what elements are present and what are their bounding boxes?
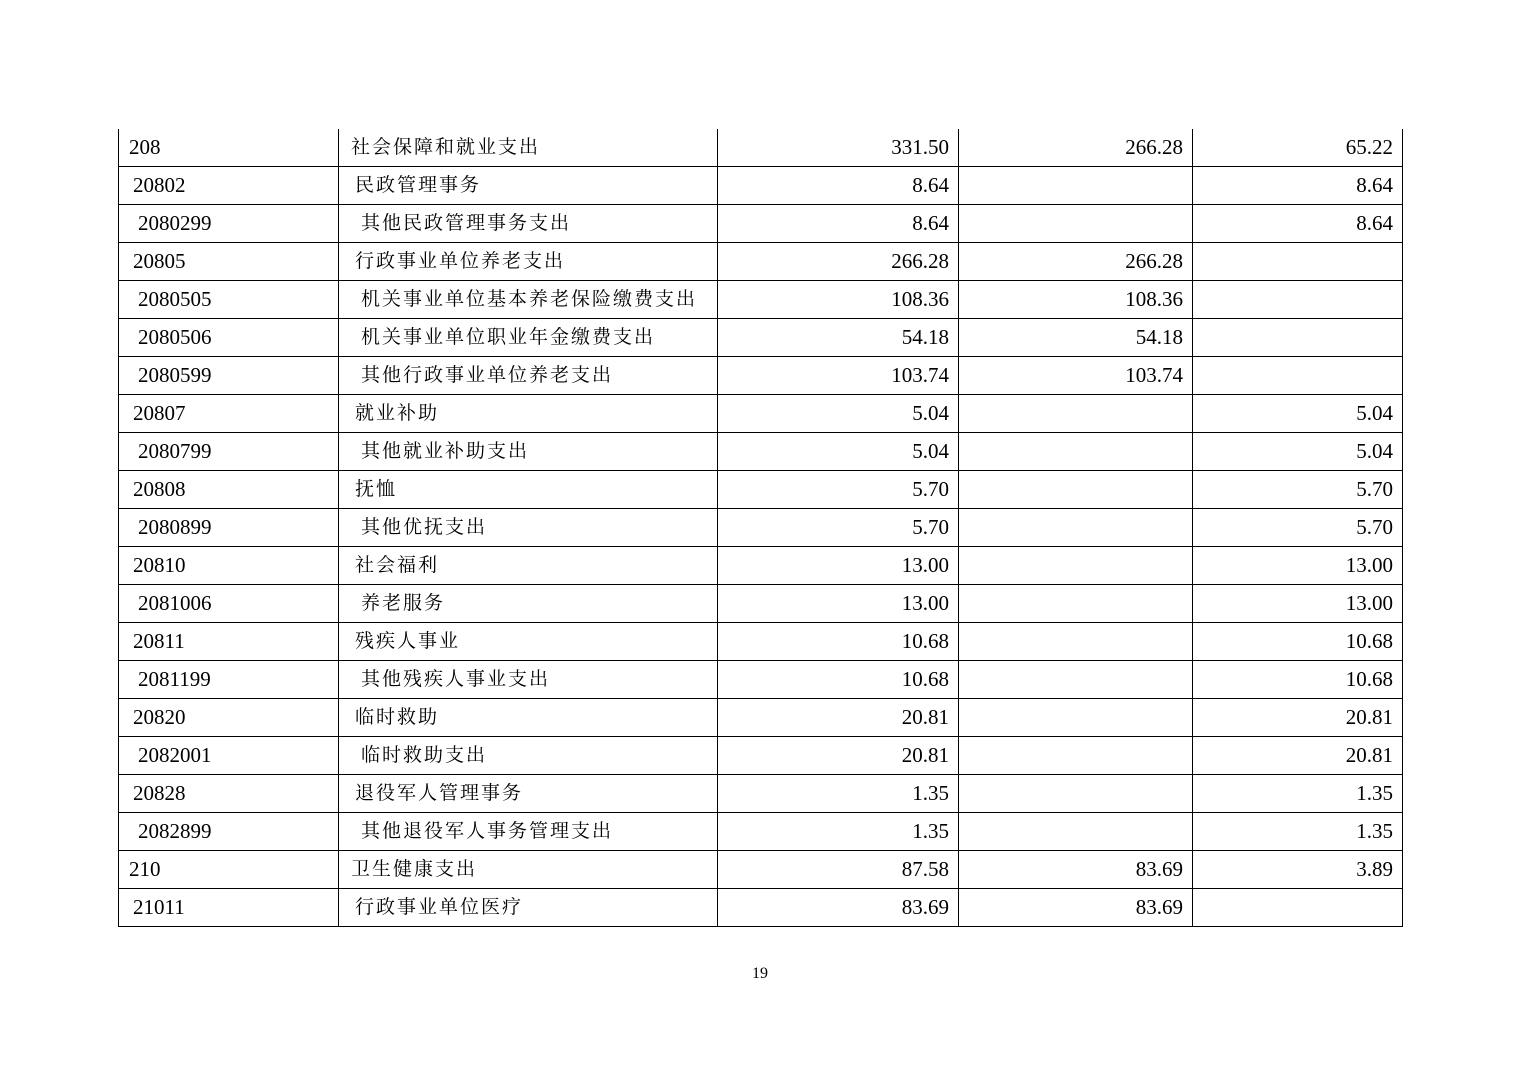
- table-row: [119, 547, 1403, 585]
- table-row: [119, 623, 1403, 661]
- account-code-cell: 20820: [119, 699, 339, 737]
- account-name-cell: 社会保障和就业支出: [339, 129, 718, 167]
- account-name-cell: 临时救助: [339, 699, 718, 737]
- basic-expenditure-cell: [959, 167, 1193, 205]
- table-row: [119, 281, 1403, 319]
- account-code-cell: 2080506: [119, 319, 339, 357]
- table-row: [119, 585, 1403, 623]
- account-code-cell: 2080899: [119, 509, 339, 547]
- account-code-cell: 2080505: [119, 281, 339, 319]
- basic-expenditure-cell: 108.36: [959, 281, 1193, 319]
- expenditure-table: [118, 129, 1403, 927]
- basic-expenditure-cell: [959, 585, 1193, 623]
- account-code-cell: 2080799: [119, 433, 339, 471]
- total-amount-cell: 54.18: [718, 319, 959, 357]
- account-code-cell: 21011: [119, 889, 339, 927]
- account-name-cell: 其他残疾人事业支出: [339, 661, 718, 699]
- project-expenditure-cell: 1.35: [1193, 775, 1403, 813]
- table-row: [119, 319, 1403, 357]
- table-row: [119, 395, 1403, 433]
- account-code-cell: 20807: [119, 395, 339, 433]
- basic-expenditure-cell: [959, 433, 1193, 471]
- basic-expenditure-cell: [959, 813, 1193, 851]
- account-name-cell: 其他退役军人事务管理支出: [339, 813, 718, 851]
- account-code-cell: 208: [119, 129, 339, 167]
- table-row: [119, 433, 1403, 471]
- project-expenditure-cell: 13.00: [1193, 547, 1403, 585]
- basic-expenditure-cell: [959, 775, 1193, 813]
- table-row: [119, 661, 1403, 699]
- account-name-cell: 临时救助支出: [339, 737, 718, 775]
- account-code-cell: 20810: [119, 547, 339, 585]
- basic-expenditure-cell: [959, 661, 1193, 699]
- account-name-cell: 残疾人事业: [339, 623, 718, 661]
- project-expenditure-cell: 5.70: [1193, 471, 1403, 509]
- basic-expenditure-cell: [959, 699, 1193, 737]
- basic-expenditure-cell: [959, 737, 1193, 775]
- project-expenditure-cell: 20.81: [1193, 737, 1403, 775]
- account-code-cell: 20828: [119, 775, 339, 813]
- account-name-cell: 社会福利: [339, 547, 718, 585]
- project-expenditure-cell: 65.22: [1193, 129, 1403, 167]
- total-amount-cell: 13.00: [718, 547, 959, 585]
- account-code-cell: 2081006: [119, 585, 339, 623]
- account-code-cell: 20805: [119, 243, 339, 281]
- table-row: [119, 699, 1403, 737]
- table-row: [119, 889, 1403, 927]
- total-amount-cell: 20.81: [718, 737, 959, 775]
- account-name-cell: 其他民政管理事务支出: [339, 205, 718, 243]
- total-amount-cell: 10.68: [718, 661, 959, 699]
- total-amount-cell: 266.28: [718, 243, 959, 281]
- account-name-cell: 行政事业单位养老支出: [339, 243, 718, 281]
- basic-expenditure-cell: [959, 509, 1193, 547]
- table-row: [119, 737, 1403, 775]
- table-row: [119, 167, 1403, 205]
- table-row: [119, 129, 1403, 167]
- project-expenditure-cell: 13.00: [1193, 585, 1403, 623]
- total-amount-cell: 8.64: [718, 205, 959, 243]
- account-name-cell: 卫生健康支出: [339, 851, 718, 889]
- basic-expenditure-cell: 83.69: [959, 851, 1193, 889]
- table-row: [119, 813, 1403, 851]
- basic-expenditure-cell: 83.69: [959, 889, 1193, 927]
- total-amount-cell: 5.70: [718, 509, 959, 547]
- account-name-cell: 其他优抚支出: [339, 509, 718, 547]
- project-expenditure-cell: 8.64: [1193, 167, 1403, 205]
- total-amount-cell: 5.04: [718, 433, 959, 471]
- account-code-cell: 210: [119, 851, 339, 889]
- table-body: [119, 129, 1403, 927]
- total-amount-cell: 108.36: [718, 281, 959, 319]
- total-amount-cell: 1.35: [718, 775, 959, 813]
- account-code-cell: 20808: [119, 471, 339, 509]
- account-code-cell: 2082001: [119, 737, 339, 775]
- account-name-cell: 机关事业单位基本养老保险缴费支出: [339, 281, 718, 319]
- basic-expenditure-cell: [959, 547, 1193, 585]
- account-name-cell: 抚恤: [339, 471, 718, 509]
- basic-expenditure-cell: [959, 471, 1193, 509]
- account-code-cell: 2081199: [119, 661, 339, 699]
- account-code-cell: 2080599: [119, 357, 339, 395]
- account-name-cell: 养老服务: [339, 585, 718, 623]
- project-expenditure-cell: 5.70: [1193, 509, 1403, 547]
- basic-expenditure-cell: [959, 205, 1193, 243]
- total-amount-cell: 331.50: [718, 129, 959, 167]
- project-expenditure-cell: [1193, 319, 1403, 357]
- total-amount-cell: 10.68: [718, 623, 959, 661]
- table-row: [119, 205, 1403, 243]
- total-amount-cell: 5.04: [718, 395, 959, 433]
- account-name-cell: 机关事业单位职业年金缴费支出: [339, 319, 718, 357]
- account-name-cell: 民政管理事务: [339, 167, 718, 205]
- table-row: [119, 851, 1403, 889]
- total-amount-cell: 87.58: [718, 851, 959, 889]
- basic-expenditure-cell: 266.28: [959, 129, 1193, 167]
- project-expenditure-cell: 8.64: [1193, 205, 1403, 243]
- project-expenditure-cell: [1193, 889, 1403, 927]
- project-expenditure-cell: 3.89: [1193, 851, 1403, 889]
- account-name-cell: 退役军人管理事务: [339, 775, 718, 813]
- basic-expenditure-cell: 266.28: [959, 243, 1193, 281]
- account-name-cell: 行政事业单位医疗: [339, 889, 718, 927]
- total-amount-cell: 103.74: [718, 357, 959, 395]
- account-code-cell: 2080299: [119, 205, 339, 243]
- table-row: [119, 243, 1403, 281]
- project-expenditure-cell: [1193, 243, 1403, 281]
- basic-expenditure-cell: [959, 395, 1193, 433]
- project-expenditure-cell: 5.04: [1193, 395, 1403, 433]
- table-row: [119, 357, 1403, 395]
- basic-expenditure-cell: 54.18: [959, 319, 1193, 357]
- total-amount-cell: 20.81: [718, 699, 959, 737]
- project-expenditure-cell: 20.81: [1193, 699, 1403, 737]
- account-code-cell: 20802: [119, 167, 339, 205]
- page-number: 19: [752, 965, 768, 982]
- total-amount-cell: 13.00: [718, 585, 959, 623]
- table-row: [119, 775, 1403, 813]
- account-name-cell: 就业补助: [339, 395, 718, 433]
- project-expenditure-cell: [1193, 281, 1403, 319]
- project-expenditure-cell: 10.68: [1193, 623, 1403, 661]
- account-name-cell: 其他行政事业单位养老支出: [339, 357, 718, 395]
- total-amount-cell: 8.64: [718, 167, 959, 205]
- account-name-cell: 其他就业补助支出: [339, 433, 718, 471]
- total-amount-cell: 83.69: [718, 889, 959, 927]
- total-amount-cell: 5.70: [718, 471, 959, 509]
- basic-expenditure-cell: [959, 623, 1193, 661]
- table-row: [119, 509, 1403, 547]
- project-expenditure-cell: 5.04: [1193, 433, 1403, 471]
- project-expenditure-cell: 10.68: [1193, 661, 1403, 699]
- account-code-cell: 20811: [119, 623, 339, 661]
- total-amount-cell: 1.35: [718, 813, 959, 851]
- basic-expenditure-cell: 103.74: [959, 357, 1193, 395]
- project-expenditure-cell: [1193, 357, 1403, 395]
- project-expenditure-cell: 1.35: [1193, 813, 1403, 851]
- table-row: [119, 471, 1403, 509]
- account-code-cell: 2082899: [119, 813, 339, 851]
